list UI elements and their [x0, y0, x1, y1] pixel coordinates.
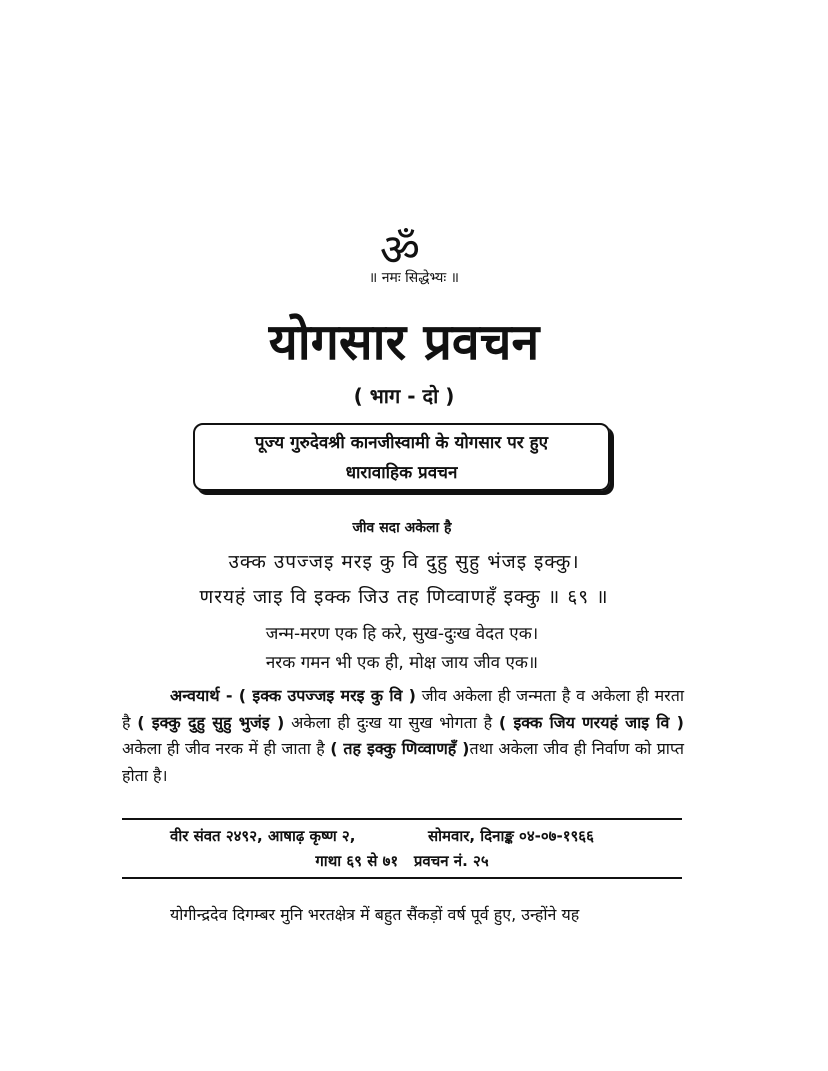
date-gregorian: सोमवार, दिनाङ्क ०४-०७-१९६६ [428, 827, 594, 845]
gloss-text: अकेला ही दुःख या सुख भोगता है [284, 712, 499, 732]
page-title: योगसार प्रवचन [268, 313, 540, 371]
body-text: योगीन्द्रदेव दिगम्बर मुनि भरतक्षेत्र में बहुत सैंकड़ों वर्ष पूर्व हुए, उन्होंने यह [170, 905, 580, 924]
section-heading: जीव सदा अकेला है [352, 520, 452, 536]
gloss-phrase: ( इक्क जिय णरयहं जाइ वि ) [498, 712, 684, 732]
gatha-pravachan-number: गाथा ६९ से ७१ प्रवचन नं. २५ [315, 852, 489, 870]
divider-bottom [122, 877, 682, 879]
invocation: ॥ नमः सिद्धेभ्यः ॥ [368, 270, 460, 286]
anvayarth-label: अन्वयार्थ - [170, 686, 239, 705]
doha-line-2: नरक गमन भी एक ही, मोक्ष जाय जीव एक॥ [265, 653, 539, 673]
gloss-text: अकेला ही जीव नरक में ही जाता है [122, 739, 331, 758]
om-symbol: ॐ [379, 225, 421, 276]
gloss-phrase: ( तह इक्कु णिव्वाणहँ ) [330, 739, 470, 758]
divider-top [122, 818, 682, 820]
gloss-phrase: ( इक्कु दुहु सुहु भुजंइ ) [137, 712, 285, 732]
gloss-text: तथा अकेला जीव ही निर्वाण को प्राप्त होता है। [122, 739, 684, 785]
verse-line-1: उक्क उपज्जइ मरइ कु वि दुहु सुहु भंजइ इक्कु। [228, 551, 580, 573]
part-label: ( भाग - दो ) [353, 384, 455, 408]
gloss-text: जीव अकेला ही जन्मता है व अकेला ही मरता है [122, 686, 684, 732]
gloss-phrase: ( इक्क उपज्जइ मरइ कु वि ) [238, 686, 416, 705]
anvayarth-paragraph [122, 683, 684, 789]
subtitle-line-2: धारावाहिक प्रवचन [345, 463, 458, 483]
subtitle-box [193, 423, 610, 491]
doha-line-1: जन्म-मरण एक हि करे, सुख-दुःख वेदत एक। [265, 624, 539, 644]
subtitle-line-1: पूज्य गुरुदेवश्री कानजीस्वामी के योगसार पर हुए [254, 433, 549, 453]
date-samvat: वीर संवत २४९२, आषाढ़ कृष्ण २, [170, 827, 356, 845]
verse-line-2: णरयहं जाइ वि इक्क जिउ तह णिव्वाणहँ इक्कु ॥ ६९ ॥ [199, 586, 609, 608]
